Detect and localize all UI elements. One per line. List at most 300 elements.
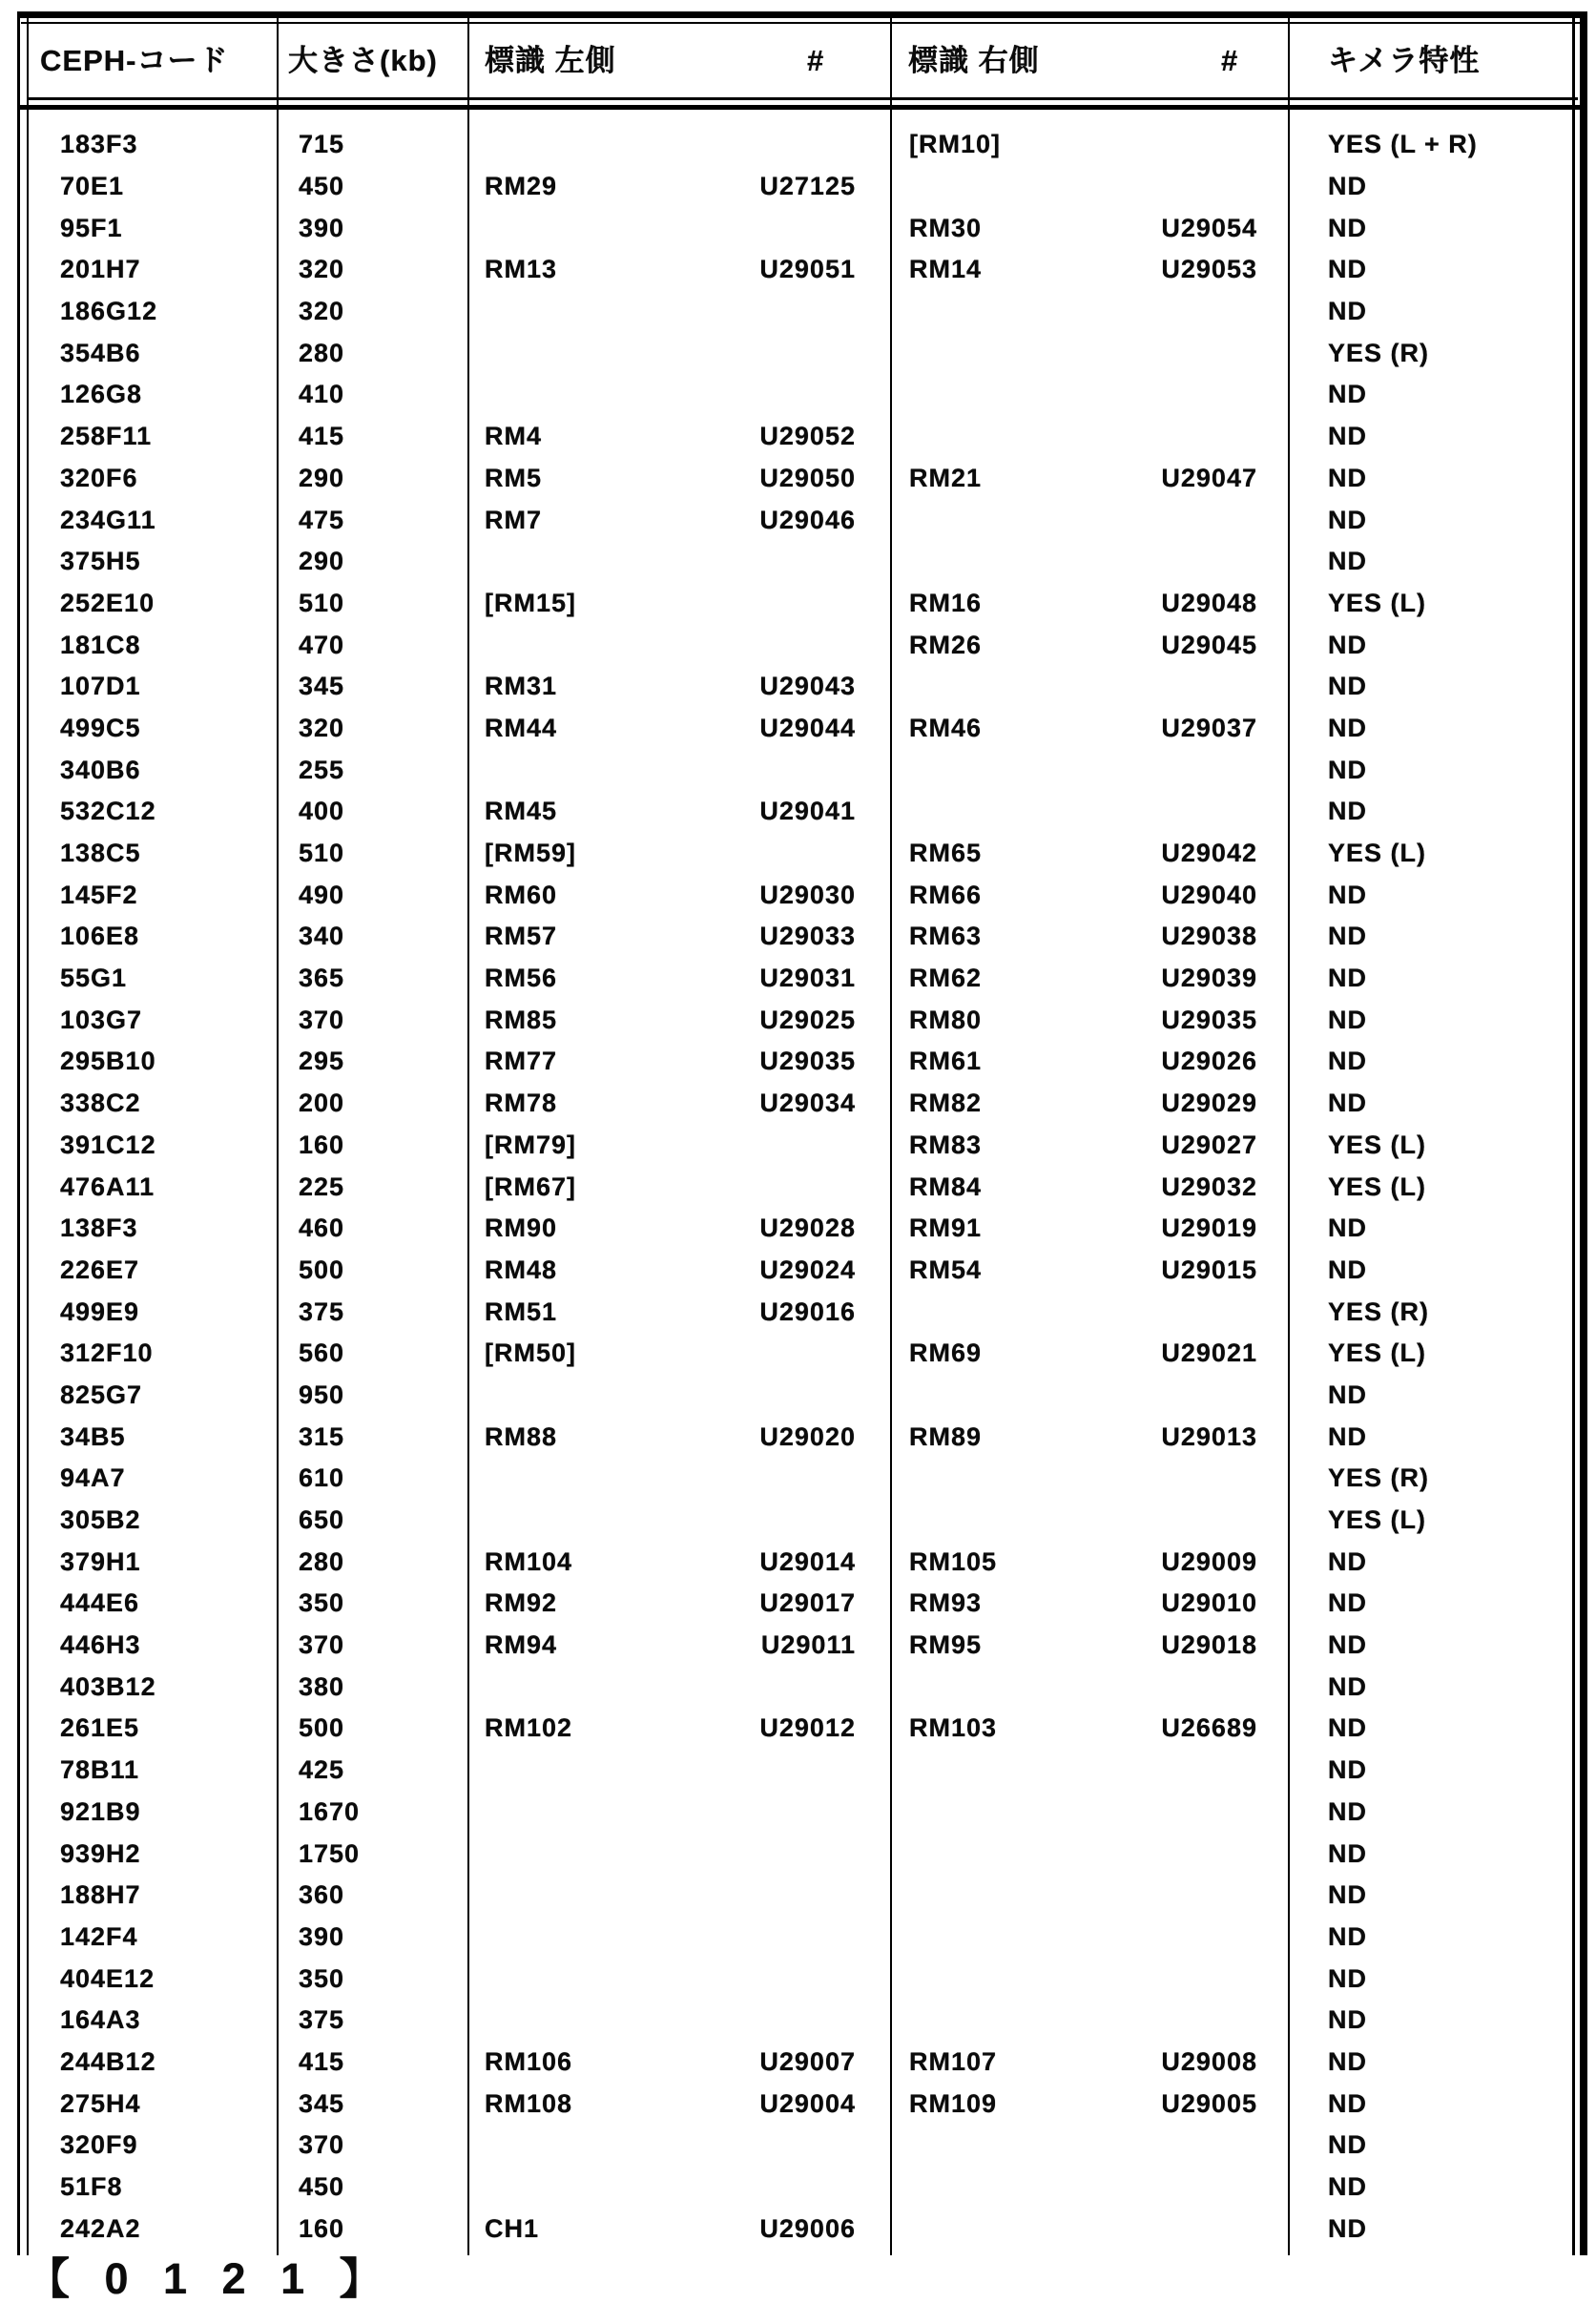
header-separator-upper [28,97,1578,100]
right-marker-cell [890,1215,1288,1241]
size-cell: 390 [299,1921,345,1951]
right-marker-name: RM84 [909,1172,983,1201]
right-marker-name: RM61 [909,1047,983,1076]
right-marker-cell [890,923,1288,949]
right-marker-name: RM30 [909,213,983,242]
table-row [30,1416,1566,1458]
left-marker-accession: U29050 [759,463,856,492]
size-cell: 370 [299,1005,345,1034]
chimera-cell: ND [1328,422,1367,451]
right-marker-cell [890,132,1288,157]
header-marker-right: 標識 右側 [908,44,1040,77]
ceph-code-cell: 145F2 [60,880,138,909]
ceph-code-cell: 295B10 [60,1047,156,1076]
left-marker-cell [467,463,890,492]
right-marker-cell [890,257,1288,282]
size-cell: 610 [299,1463,345,1493]
size-cell: 470 [299,630,345,659]
left-marker-cell [467,505,890,534]
table-row [30,999,1566,1041]
right-marker-accession: U29009 [1161,1546,1257,1576]
left-marker-name: [RM50] [485,1338,577,1368]
ceph-code-cell: 242A2 [60,2213,141,2243]
left-marker-accession: U29035 [759,1047,856,1076]
right-marker-cell [890,1590,1288,1616]
size-cell: 290 [299,547,345,576]
left-marker-name: RM78 [485,1089,558,1118]
chimera-cell: ND [1328,1963,1367,1993]
left-marker-name: CH1 [485,2213,540,2243]
right-marker-cell [890,2088,1288,2118]
right-marker-accession: U29035 [1161,1005,1257,1034]
ceph-code-cell: 391C12 [60,1130,156,1159]
header-separator-lower [17,105,1587,110]
chimera-cell: ND [1328,755,1367,784]
left-marker-name: RM104 [485,1546,573,1576]
size-cell: 650 [299,1505,345,1535]
chimera-cell: ND [1328,172,1367,201]
size-cell: 415 [299,2046,345,2076]
left-marker-cell [467,1632,890,1658]
chimera-cell: ND [1328,2046,1367,2076]
ceph-code-cell: 261E5 [60,1713,140,1743]
chimera-cell: ND [1328,1588,1367,1618]
right-marker-accession: U29018 [1161,1630,1257,1660]
chimera-cell: ND [1328,2088,1367,2118]
right-marker-name: RM93 [909,1588,983,1618]
size-cell: 370 [299,1630,345,1660]
left-marker-accession: U29041 [759,797,856,826]
ceph-code-cell: 51F8 [60,2172,123,2202]
right-marker-cell [890,840,1288,866]
right-marker-cell [890,213,1288,242]
ceph-code-cell: 226E7 [60,1255,140,1284]
right-marker-accession: U29008 [1161,2046,1257,2076]
right-marker-accession: U29021 [1161,1338,1257,1368]
chimera-cell: ND [1328,2005,1367,2035]
table-row [30,1125,1566,1167]
right-marker-accession: U29045 [1161,630,1257,659]
table-row [30,1666,1566,1708]
right-marker-cell [890,1048,1288,1074]
table-row [30,1750,1566,1792]
right-marker-cell [890,1132,1288,1158]
left-marker-name: RM51 [485,1297,558,1326]
size-cell: 290 [299,463,345,492]
left-marker-accession: U29033 [759,922,856,951]
table-row [30,1333,1566,1375]
right-marker-cell [890,1340,1288,1366]
right-marker-cell [890,1632,1288,1658]
chimera-cell: ND [1328,1380,1367,1409]
ceph-code-cell: 338C2 [60,1089,141,1118]
chimera-cell: ND [1328,547,1367,576]
left-marker-cell [467,1590,890,1616]
table-row [30,1958,1566,2000]
ceph-code-cell: 234G11 [60,505,156,534]
ceph-code-cell: 258F11 [60,422,153,451]
left-marker-accession: U29017 [759,1588,856,1618]
right-marker-cell [890,1715,1288,1741]
ceph-code-cell: 939H2 [60,1838,141,1868]
left-marker-cell [467,1132,890,1158]
size-cell: 160 [299,1130,345,1159]
table-row [30,666,1566,708]
chimera-cell: ND [1328,1047,1367,1076]
right-marker-name: RM54 [909,1255,983,1284]
ceph-code-cell: 142F4 [60,1921,138,1951]
size-cell: 950 [299,1380,345,1409]
ceph-code-cell: 320F9 [60,2130,138,2160]
left-marker-cell [467,965,890,991]
left-marker-name: RM90 [485,1214,558,1243]
right-marker-name: RM16 [909,588,983,617]
left-marker-name: [RM15] [485,588,577,617]
left-marker-name: RM4 [485,422,543,451]
left-marker-name: RM44 [485,713,558,742]
chimera-cell: ND [1328,505,1367,534]
right-marker-accession: U29038 [1161,922,1257,951]
left-marker-cell [467,424,890,449]
size-cell: 280 [299,1546,345,1576]
table-row [30,1875,1566,1917]
header-size-kb: 大きさ(kb) [288,44,438,77]
right-marker-name: RM105 [909,1546,998,1576]
right-marker-cell [890,1090,1288,1116]
ceph-code-cell: 354B6 [60,338,141,367]
size-cell: 320 [299,255,345,284]
left-marker-name: RM102 [485,1713,573,1743]
chimera-cell: ND [1328,1089,1367,1118]
table-row [30,1792,1566,1834]
chimera-cell: ND [1328,2172,1367,2202]
ceph-code-cell: 106E8 [60,922,140,951]
size-cell: 365 [299,964,345,993]
size-cell: 375 [299,1297,345,1326]
right-marker-cell [890,882,1288,908]
table-border-right-inner [1572,11,1575,2255]
ceph-code-cell: 138C5 [60,839,141,868]
right-marker-name: RM46 [909,713,983,742]
left-marker-cell [467,1340,890,1366]
size-cell: 500 [299,1255,345,1284]
table-border-top-outer [17,11,1587,18]
left-marker-accession: U29046 [759,505,856,534]
right-marker-name: RM62 [909,964,983,993]
size-cell: 500 [299,1713,345,1743]
table-row [30,2000,1566,2042]
chimera-cell: ND [1328,2130,1367,2160]
table-border-left-inner [27,11,29,2255]
size-cell: 295 [299,1047,345,1076]
left-marker-accession: U29031 [759,964,856,993]
ceph-code-cell: 186G12 [60,297,158,326]
table-row [30,2083,1566,2125]
size-cell: 560 [299,1338,345,1368]
size-cell: 375 [299,2005,345,2035]
right-marker-accession: U29042 [1161,839,1257,868]
size-cell: 320 [299,713,345,742]
chimera-cell: YES (R) [1328,338,1430,367]
right-marker-name: RM82 [909,1089,983,1118]
chimera-cell: YES (L) [1328,1130,1427,1159]
left-marker-accession: U29051 [759,255,856,284]
left-marker-name: RM106 [485,2046,573,2076]
left-marker-name: RM57 [485,922,558,951]
right-marker-accession: U29032 [1161,1172,1257,1201]
right-marker-cell [890,1174,1288,1200]
header-ceph-code: CEPH-コード [40,44,229,77]
left-marker-name: RM77 [485,1047,558,1076]
left-marker-accession: U29012 [759,1713,856,1743]
table-row [30,791,1566,833]
left-marker-accession: U29034 [759,1089,856,1118]
table-row [30,458,1566,500]
paragraph-number: 【 0 1 2 1 】 [27,2254,394,2303]
left-marker-cell [467,1215,890,1241]
ceph-code-cell: 181C8 [60,630,141,659]
table-border-left-outer [17,11,20,2255]
size-cell: 490 [299,880,345,909]
size-cell: 450 [299,172,345,201]
chimera-cell: ND [1328,1671,1367,1701]
ceph-code-cell: 275H4 [60,2088,141,2118]
left-marker-accession: U29028 [759,1214,856,1243]
right-marker-accession: U29053 [1161,255,1257,284]
left-marker-cell [467,588,890,617]
size-cell: 280 [299,338,345,367]
left-marker-cell [467,923,890,949]
ceph-code-cell: 340B6 [60,755,141,784]
size-cell: 510 [299,839,345,868]
table-row [30,1166,1566,1208]
right-marker-name: RM80 [909,1005,983,1034]
size-cell: 360 [299,1880,345,1910]
table-border-top-inner [21,22,1586,24]
left-marker-name: RM13 [485,255,558,284]
table-row [30,2042,1566,2084]
clone-marker-table [17,11,1587,2255]
left-marker-accession: U29007 [759,2046,856,2076]
right-marker-cell [890,1007,1288,1033]
ceph-code-cell: 921B9 [60,1796,141,1826]
right-marker-name: RM66 [909,880,983,909]
table-row [30,1291,1566,1333]
table-row [30,958,1566,1000]
left-marker-cell [467,1299,890,1325]
ceph-code-cell: 252E10 [60,588,155,617]
left-marker-name: RM108 [485,2088,573,2118]
right-marker-accession: U29048 [1161,588,1257,617]
left-marker-name: RM31 [485,672,558,701]
table-row [30,374,1566,416]
right-marker-accession: U26689 [1161,1713,1257,1743]
chimera-cell: ND [1328,1755,1367,1785]
left-marker-name: RM85 [485,1005,558,1034]
right-marker-name: RM103 [909,1713,998,1743]
table-row [30,1833,1566,1875]
chimera-cell: YES (L) [1328,1505,1427,1535]
ceph-code-cell: 34B5 [60,1421,126,1451]
ceph-code-cell: 138F3 [60,1214,138,1243]
left-marker-cell [467,2213,890,2243]
left-marker-cell [467,2046,890,2076]
left-marker-accession: U29016 [759,1297,856,1326]
table-row [30,207,1566,249]
left-marker-accession: U29024 [759,1255,856,1284]
table-row [30,249,1566,291]
left-marker-name: [RM59] [485,839,577,868]
left-marker-name: RM94 [485,1630,558,1660]
table-row [30,124,1566,166]
right-marker-cell [890,630,1288,659]
right-marker-cell [890,588,1288,617]
ceph-code-cell: 70E1 [60,172,125,201]
ceph-code-cell: 403B12 [60,1671,156,1701]
left-marker-cell [467,1090,890,1116]
size-cell: 340 [299,922,345,951]
table-row [30,416,1566,458]
right-marker-name: RM69 [909,1338,983,1368]
table-row [30,2167,1566,2209]
size-cell: 345 [299,2088,345,2118]
right-marker-name: RM14 [909,255,983,284]
size-cell: 345 [299,672,345,701]
right-marker-cell [890,1421,1288,1451]
left-marker-cell [467,840,890,866]
chimera-cell: YES (R) [1328,1297,1430,1326]
chimera-cell: ND [1328,1005,1367,1034]
chimera-cell: ND [1328,297,1367,326]
table-row [30,1458,1566,1500]
table-row [30,1541,1566,1583]
right-marker-name: RM95 [909,1630,983,1660]
right-marker-name: RM91 [909,1214,983,1243]
right-marker-cell [890,713,1288,742]
right-marker-name: RM89 [909,1421,983,1451]
left-marker-cell [467,1257,890,1283]
right-marker-accession: U29026 [1161,1047,1257,1076]
size-cell: 350 [299,1588,345,1618]
right-marker-accession: U29029 [1161,1089,1257,1118]
right-marker-accession: U29027 [1161,1130,1257,1159]
chimera-cell: ND [1328,463,1367,492]
chimera-cell: ND [1328,1796,1367,1826]
size-cell: 425 [299,1755,345,1785]
size-cell: 390 [299,213,345,242]
size-cell: 510 [299,588,345,617]
right-marker-cell [890,1257,1288,1283]
right-marker-accession: U29005 [1161,2088,1257,2118]
chimera-cell: ND [1328,1421,1367,1451]
left-marker-cell [467,1174,890,1200]
left-marker-cell [467,674,890,699]
ceph-code-cell: 476A11 [60,1172,155,1201]
chimera-cell: YES (L) [1328,1172,1427,1201]
left-marker-name: RM7 [485,505,543,534]
chimera-cell: ND [1328,672,1367,701]
left-marker-accession: U29014 [759,1546,856,1576]
table-row [30,1375,1566,1417]
ceph-code-cell: 825G7 [60,1380,143,1409]
chimera-cell: ND [1328,964,1367,993]
ceph-code-cell: 244B12 [60,2046,156,2076]
chimera-cell: ND [1328,1838,1367,1868]
right-marker-accession: U29013 [1161,1421,1257,1451]
header-marker-left: 標識 左側 [485,44,616,77]
right-marker-accession: U29019 [1161,1214,1257,1243]
size-cell: 415 [299,422,345,451]
right-marker-cell [890,2046,1288,2076]
chimera-cell: YES (R) [1328,1463,1430,1493]
ceph-code-cell: 312F10 [60,1338,154,1368]
size-cell: 715 [299,130,345,159]
chimera-cell: YES (L) [1328,839,1427,868]
ceph-code-cell: 379H1 [60,1546,141,1576]
ceph-code-cell: 404E12 [60,1963,155,1993]
chimera-cell: ND [1328,713,1367,742]
ceph-code-cell: 55G1 [60,964,128,993]
ceph-code-cell: 320F6 [60,463,138,492]
ceph-code-cell: 188H7 [60,1880,141,1910]
right-marker-name: RM109 [909,2088,998,2118]
table-row [30,1250,1566,1292]
left-marker-name: RM88 [485,1421,558,1451]
left-marker-name: RM56 [485,964,558,993]
table-row [30,1625,1566,1667]
right-marker-name: RM21 [909,463,983,492]
ceph-code-cell: 183F3 [60,130,138,159]
left-marker-accession: U29006 [759,2213,856,2243]
size-cell: 370 [299,2130,345,2160]
size-cell: 410 [299,380,345,409]
table-row [30,541,1566,583]
right-marker-accession: U29015 [1161,1255,1257,1284]
size-cell: 400 [299,797,345,826]
ceph-code-cell: 107D1 [60,672,141,701]
table-row [30,1708,1566,1750]
chimera-cell: ND [1328,1546,1367,1576]
left-marker-accession: U29011 [760,1630,856,1660]
chimera-cell: ND [1328,2213,1367,2243]
right-marker-accession: U29047 [1161,463,1257,492]
table-row [30,1917,1566,1959]
ceph-code-cell: 499C5 [60,713,141,742]
left-marker-name: RM48 [485,1255,558,1284]
table-border-right-outer [1580,11,1587,2255]
chimera-cell: ND [1328,380,1367,409]
table-row [30,1041,1566,1083]
size-cell: 160 [299,2213,345,2243]
left-marker-accession: U29030 [759,880,856,909]
left-marker-accession: U29052 [759,422,856,451]
table-body [30,124,1566,2250]
ceph-code-cell: 375H5 [60,547,141,576]
left-marker-name: RM45 [485,797,558,826]
right-marker-name: RM63 [909,922,983,951]
size-cell: 460 [299,1214,345,1243]
chimera-cell: ND [1328,797,1367,826]
left-marker-cell [467,799,890,824]
header-chimera: キメラ特性 [1328,44,1481,77]
right-marker-name: RM83 [909,1130,983,1159]
ceph-code-cell: 446H3 [60,1630,141,1660]
left-marker-accession: U29044 [759,713,856,742]
left-marker-name: RM92 [485,1588,558,1618]
right-marker-name: RM65 [909,839,983,868]
chimera-cell: ND [1328,213,1367,242]
left-marker-cell [467,1421,890,1451]
